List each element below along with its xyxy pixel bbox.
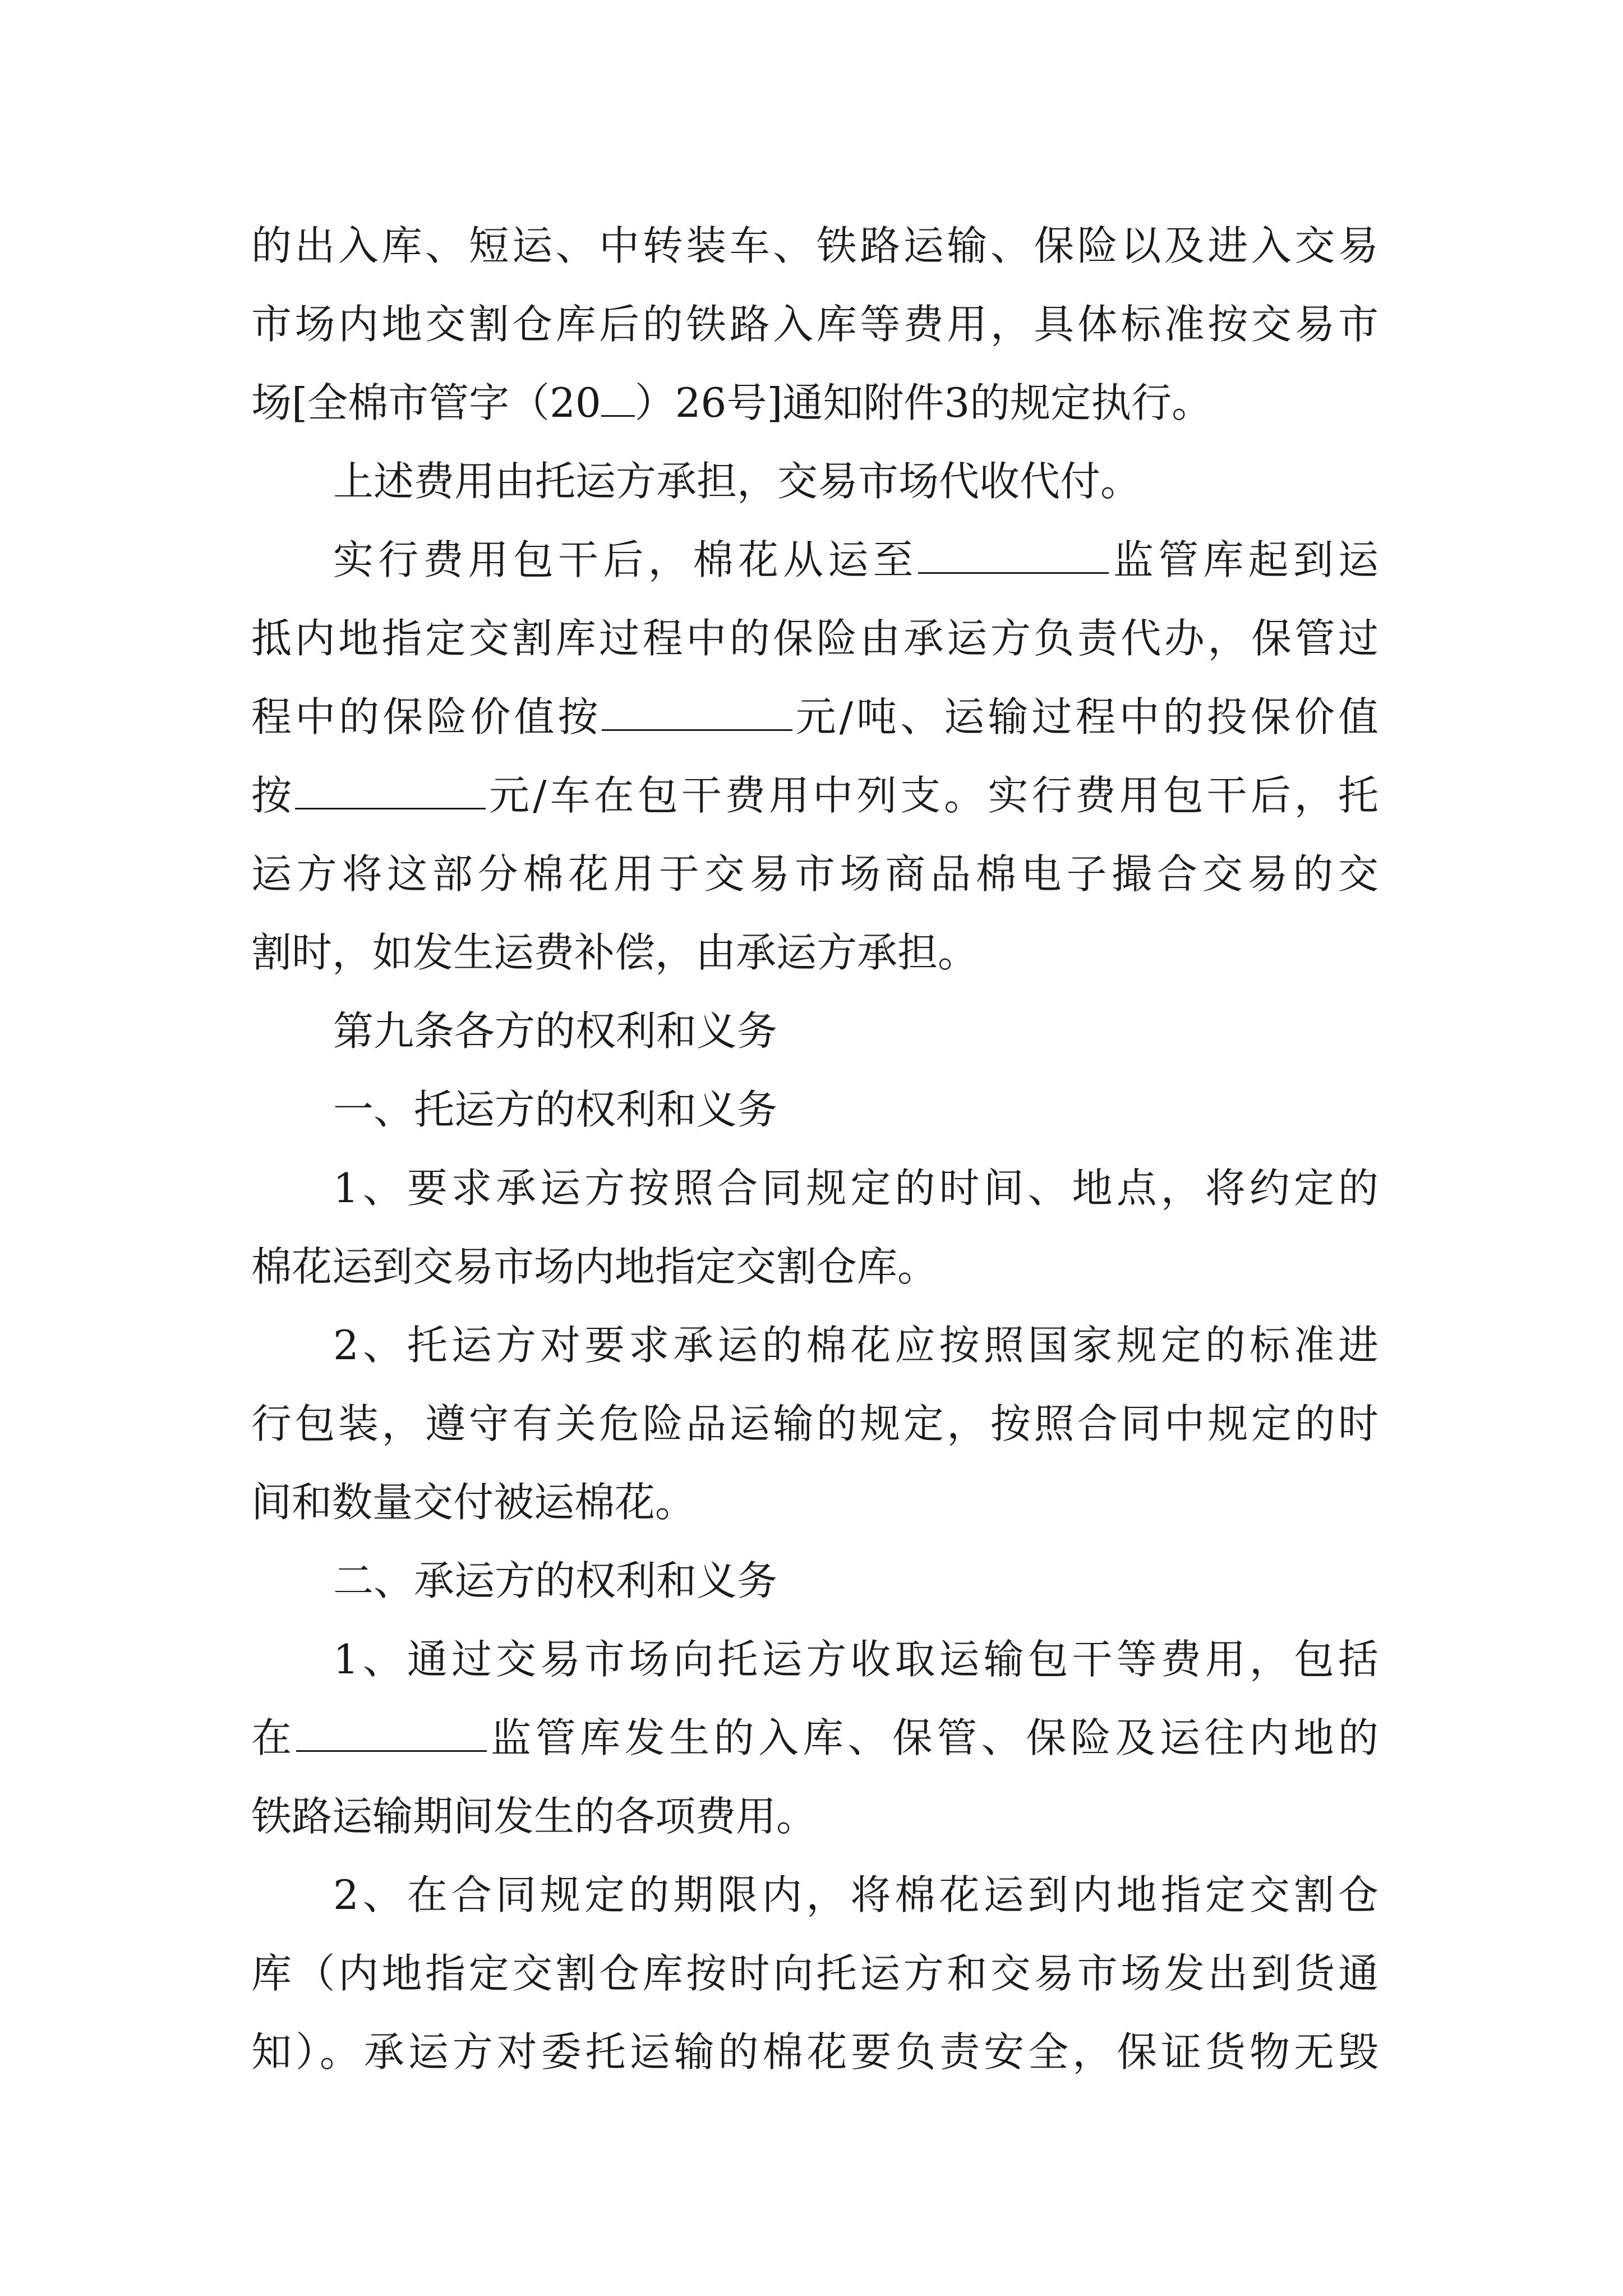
- text-span: 按: [251, 772, 296, 819]
- text-span: 实行费用包干后，棉花从运至: [333, 536, 918, 583]
- text-line: [251, 206, 1378, 285]
- text-line: [251, 599, 1378, 678]
- text-span: 场[全棉市管字（20: [251, 379, 601, 426]
- text-span: 割时，如发生运费补偿，由承运方承担。: [251, 929, 979, 976]
- text-span: 市场内地交割仓库后的铁路入库等费用，具体标准按交易市: [251, 301, 1378, 348]
- text-span: 抵内地指定交割库过程中的保险由承运方负责代办，保管过: [251, 615, 1378, 662]
- text-line: [251, 521, 1378, 599]
- text-line: [251, 364, 1378, 442]
- fill-in-blank: [296, 1717, 487, 1752]
- text-span: 上述费用由托运方承担，交易市场代收代付。: [333, 458, 1141, 505]
- text-span: 库（内地指定交割仓库按时向托运方和交易市场发出到货通: [251, 1950, 1378, 1997]
- text-span: 第九条各方的权利和义务: [333, 1007, 778, 1055]
- text-line: [251, 835, 1378, 913]
- text-span: 的出入库、短运、中转装车、铁路运输、保险以及进入交易: [251, 222, 1378, 269]
- text-line: [251, 1306, 1378, 1384]
- text-line: [251, 1384, 1378, 1463]
- text-span: 监管库发生的入库、保管、保险及运往内地的: [486, 1714, 1378, 1761]
- text-line: [251, 1149, 1378, 1227]
- text-span: 元/车在包干费用中列支。实行费用包干后，托: [486, 772, 1378, 819]
- text-span: 二、承运方的权利和义务: [333, 1557, 778, 1604]
- text-span: 监管库起到运: [1108, 536, 1378, 583]
- text-span: 2、托运方对要求承运的棉花应按照国家规定的标准进: [333, 1322, 1378, 1369]
- text-line: [251, 1777, 1378, 1856]
- text-span: 在: [251, 1714, 296, 1761]
- text-span: 铁路运输期间发生的各项费用。: [251, 1793, 817, 1840]
- text-line: [251, 285, 1378, 364]
- fill-in-blank: [295, 774, 486, 809]
- text-span: 1、要求承运方按照合同规定的时间、地点，将约定的: [333, 1165, 1378, 1212]
- text-span: 一、托运方的权利和义务: [333, 1086, 778, 1133]
- text-line: [251, 913, 1378, 992]
- section-heading: [251, 992, 1378, 1070]
- text-line: [251, 1463, 1378, 1542]
- text-span: 行包装，遵守有关危险品运输的规定，按照合同中规定的时: [251, 1400, 1378, 1447]
- text-line: [251, 1856, 1378, 1934]
- text-line: [251, 1934, 1378, 2013]
- section-heading: [251, 1070, 1378, 1149]
- document-page: [251, 206, 1378, 2091]
- text-span: 运方将这部分棉花用于交易市场商品棉电子撮合交易的交: [251, 850, 1378, 898]
- text-line: [251, 1620, 1378, 1699]
- text-span: 知）。承运方对委托运输的棉花要负责安全，保证货物无毁: [251, 2028, 1378, 2076]
- text-span: 间和数量交付被运棉花。: [251, 1479, 696, 1526]
- text-line: [251, 1699, 1378, 1777]
- text-line: [251, 1227, 1378, 1306]
- section-heading: [251, 1542, 1378, 1620]
- fill-in-blank: [601, 381, 635, 417]
- text-span: 元/吨、运输过程中的投保价值: [792, 693, 1378, 740]
- text-span: 棉花运到交易市场内地指定交割仓库。: [251, 1243, 938, 1290]
- text-line: [251, 442, 1378, 521]
- text-span: 1、通过交易市场向托运方收取运输包干等费用，包括: [333, 1636, 1378, 1683]
- text-span: 2、在合同规定的期限内，将棉花运到内地指定交割仓: [333, 1871, 1378, 1918]
- text-span: ）26号]通知附件3的规定执行。: [634, 379, 1212, 426]
- text-line: [251, 678, 1378, 756]
- fill-in-blank: [602, 696, 792, 731]
- text-line: [251, 756, 1378, 835]
- fill-in-blank: [918, 539, 1109, 574]
- text-line: [251, 2013, 1378, 2091]
- text-span: 程中的保险价值按: [251, 693, 602, 740]
